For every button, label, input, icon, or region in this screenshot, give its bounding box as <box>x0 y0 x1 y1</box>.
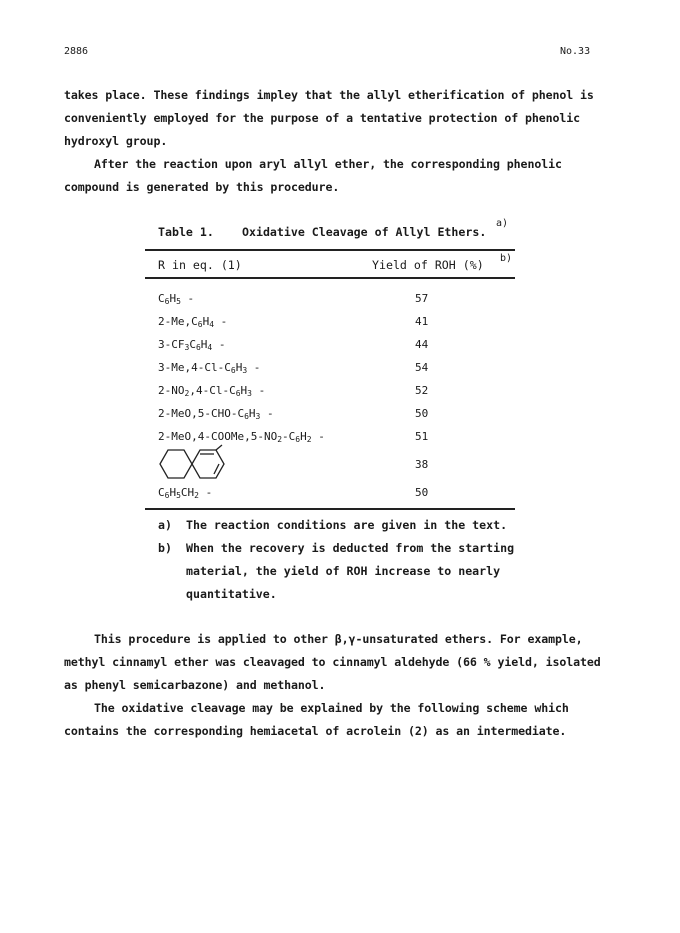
table-cell-r: $2-NO_2,4-Cl-C_6H_3$ - <box>158 384 266 398</box>
table-label: Table 1. <box>158 225 214 239</box>
table-cell-r: $2-Me,C_6H_4$ - <box>158 315 228 329</box>
body-line: hydroxyl group. <box>64 134 168 148</box>
table-cell-yield: 38 <box>415 458 429 471</box>
table-cell-yield: 51 <box>415 430 429 443</box>
body-line: methyl cinnamyl ether was cleavaged to cinnamyl aldehyde (66 % yield, isolated <box>64 655 601 669</box>
footnote-text: material, the yield of ROH increase to nearly <box>186 564 501 578</box>
footnote-text: When the recovery is deducted from the starting <box>186 541 515 555</box>
body-line: compound is generated by this procedure. <box>64 180 340 194</box>
body-line: The oxidative cleavage may be explained by the following scheme which <box>94 701 569 715</box>
table-top-rule <box>145 249 515 251</box>
page-number: 2886 <box>64 46 89 57</box>
table-bottom-rule <box>145 508 515 510</box>
table-cell-yield: 54 <box>415 361 429 374</box>
table-cell-r: $2-MeO,5-CHO-C_6H_3$ - <box>158 407 274 421</box>
footnote-text: The reaction conditions are given in the text. <box>186 518 508 532</box>
table-cell-r: $2-MeO,4-COOMe,5-NO_2-C_6H_2$ - <box>158 430 325 444</box>
column-header-r: R in eq. (1) <box>158 258 242 272</box>
footnote-text: quantitative. <box>186 587 277 601</box>
table-cell-yield: 41 <box>415 315 429 328</box>
table-cell-yield: 50 <box>415 486 429 499</box>
column-header-footnote-mark: b) <box>500 253 513 264</box>
table-header-rule <box>145 277 515 279</box>
body-line: contains the corresponding hemiacetal of acrolein (2) as an intermediate. <box>64 724 567 738</box>
footnote-mark: a) <box>158 518 172 532</box>
table-title: Oxidative Cleavage of Allyl Ethers. <box>242 225 487 239</box>
table-title-footnote-mark: a) <box>496 218 509 229</box>
body-line: After the reaction upon aryl allyl ether, the corresponding phenolic <box>94 157 562 171</box>
table-cell-r: $3-CF_3C_6H_4$ - <box>158 338 226 352</box>
body-line: as phenyl semicarbazone) and methanol. <box>64 678 326 692</box>
column-header-yield: Yield of ROH (%) <box>372 258 484 272</box>
table-cell-yield: 44 <box>415 338 429 351</box>
body-line: This procedure is applied to other β,γ-unsaturated ethers. For example, <box>94 632 583 646</box>
body-line: takes place. These findings impley that the allyl etherification of phenol is <box>64 88 594 102</box>
issue-number: No.33 <box>560 46 591 57</box>
tetralin-structure <box>156 444 228 484</box>
table-cell-yield: 57 <box>415 292 429 305</box>
table-cell-yield: 50 <box>415 407 429 420</box>
footnote-mark: b) <box>158 541 172 555</box>
table-cell-r: $3-Me,4-Cl-C_6H_3$ - <box>158 361 261 375</box>
table-cell-r: $C_6H_5$ - <box>158 292 195 306</box>
table-cell-yield: 52 <box>415 384 429 397</box>
body-line: conveniently employed for the purpose of a tentative protection of phenolic <box>64 111 581 125</box>
table-cell-r: $C_6H_5CH_2$ - <box>158 486 213 500</box>
